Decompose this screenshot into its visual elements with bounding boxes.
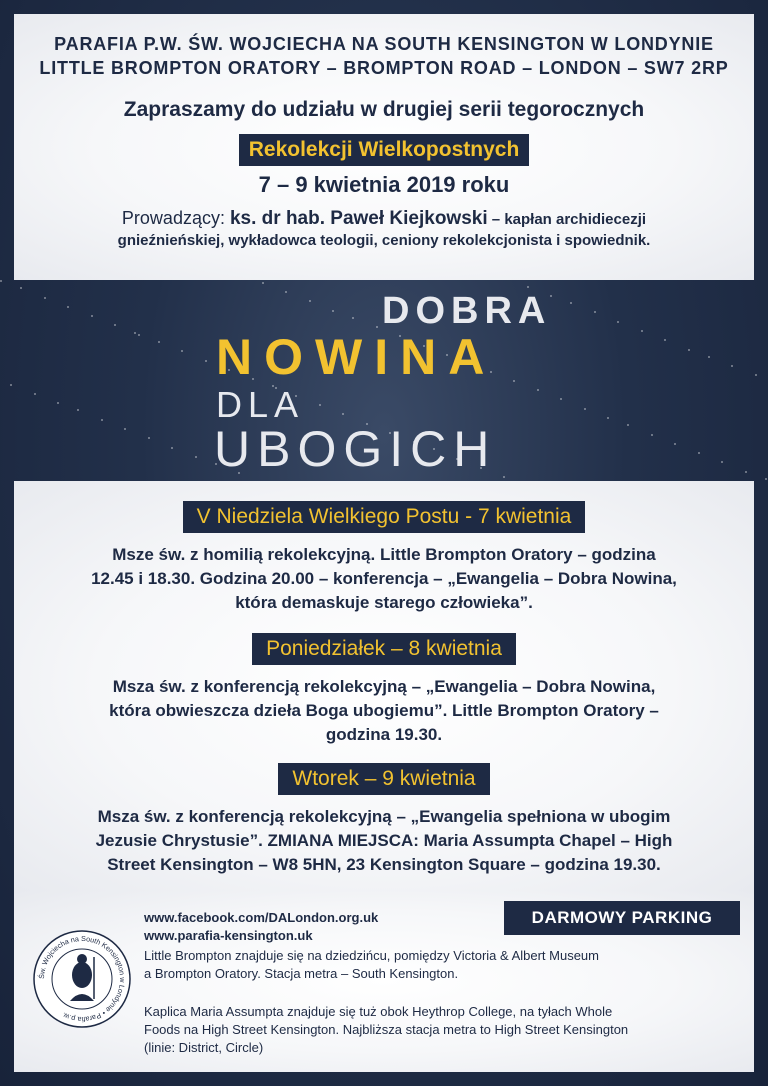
- title-nowina: NOWINA: [216, 329, 497, 385]
- parish-name: PARAFIA P.W. ŚW. WOJCIECHA NA SOUTH KENSINGTON W LONDYNIE: [54, 34, 714, 54]
- website-link[interactable]: www.parafia-kensington.uk: [144, 928, 313, 943]
- leader-label: Prowadzący:: [121, 208, 230, 228]
- day-3-line: Msza św. z konferencją rekolekcyjną – „Ewangelia spełniona w ubogim: [97, 807, 671, 826]
- star-speck: [20, 287, 22, 289]
- event-dates: 7 – 9 kwietnia 2019 roku: [258, 172, 510, 197]
- footer-links: [144, 909, 378, 945]
- header-panel: [14, 14, 754, 280]
- star-speck: [262, 282, 264, 284]
- star-speck: [0, 280, 2, 282]
- main-title: [0, 290, 768, 480]
- day-2-line: która obwieszcza dzieła Boga ubogiemu”. Little Brompton Oratory –: [109, 701, 659, 720]
- day-1-line: która demaskuje starego człowieka”.: [235, 593, 533, 612]
- day-3-line: Street Kensington – W8 5HN, 23 Kensington Square – godzina 19.30.: [107, 855, 661, 874]
- free-parking-badge: DARMOWY PARKING: [504, 901, 740, 935]
- info-line: Kaplica Maria Assumpta znajduje się tuż obok Heythrop College, na tyłach Whole: [144, 1004, 613, 1019]
- leader-role-part2: gnieźnieńskiej, wykładowca teologii, ceniony rekolekcjonista i spowiednik.: [117, 232, 651, 249]
- day-1-line: Msze św. z homilią rekolekcyjną. Little Brompton Oratory – godzina: [112, 545, 656, 564]
- title-ubogich: UBOGICH: [214, 421, 497, 477]
- day-2-description: [14, 675, 754, 747]
- location-info-brompton: [144, 947, 744, 983]
- day-3-line: Jezusie Chrystusie”. ZMIANA MIEJSCA: Maria Assumpta Chapel – High: [95, 831, 673, 850]
- location-info-assumpta: [144, 1003, 744, 1057]
- info-line: Little Brompton znajduje się na dziedzińcu, pomiędzy Victoria & Albert Museum: [144, 948, 599, 963]
- leader-role-part1: – kapłan archidiecezji: [487, 211, 647, 228]
- seal-text: Św. Wojciecha na South Kensington w Londynie • Parafia p.w.: [36, 933, 128, 1025]
- day-1-label: V Niedziela Wielkiego Postu - 7 kwietnia: [183, 501, 586, 533]
- day-1-line: 12.45 i 18.30. Godzina 20.00 – konferencja – „Ewangelia – Dobra Nowina,: [91, 569, 677, 588]
- leader-name: ks. dr hab. Paweł Kiejkowski: [229, 208, 488, 229]
- day-2-label: Poniedziałek – 8 kwietnia: [252, 633, 516, 665]
- facebook-link[interactable]: www.facebook.com/DALondon.org.uk: [144, 910, 379, 925]
- day-1-description: [14, 543, 754, 615]
- parish-seal-icon: [32, 929, 132, 1029]
- info-line: (linie: District, Circle): [144, 1040, 264, 1055]
- info-line: a Brompton Oratory. Stacja metra – South Kensington.: [144, 966, 459, 981]
- title-dla: DLA: [216, 384, 305, 425]
- info-line: Foods na High Street Kensington. Najbliższa stacja metra to High Street Kensington: [144, 1022, 629, 1037]
- leader-line: [14, 208, 754, 230]
- day-2-line: godzina 19.30.: [325, 725, 443, 744]
- title-dobra: DOBRA: [382, 290, 552, 332]
- star-speck: [527, 286, 529, 288]
- day-3-label: Wtorek – 9 kwietnia: [278, 763, 489, 795]
- day-3-description: [14, 805, 754, 877]
- event-name-badge: Rekolekcji Wielkopostnych: [239, 134, 530, 166]
- day-2-line: Msza św. z konferencją rekolekcyjną – „Ewangelia – Dobra Nowina,: [112, 677, 656, 696]
- invitation-text: Zapraszamy do udziału w drugiej serii tegorocznych: [123, 98, 645, 121]
- schedule-panel: [14, 481, 754, 891]
- parish-address: LITTLE BROMPTON ORATORY – BROMPTON ROAD – LONDON – SW7 2RP: [39, 58, 729, 78]
